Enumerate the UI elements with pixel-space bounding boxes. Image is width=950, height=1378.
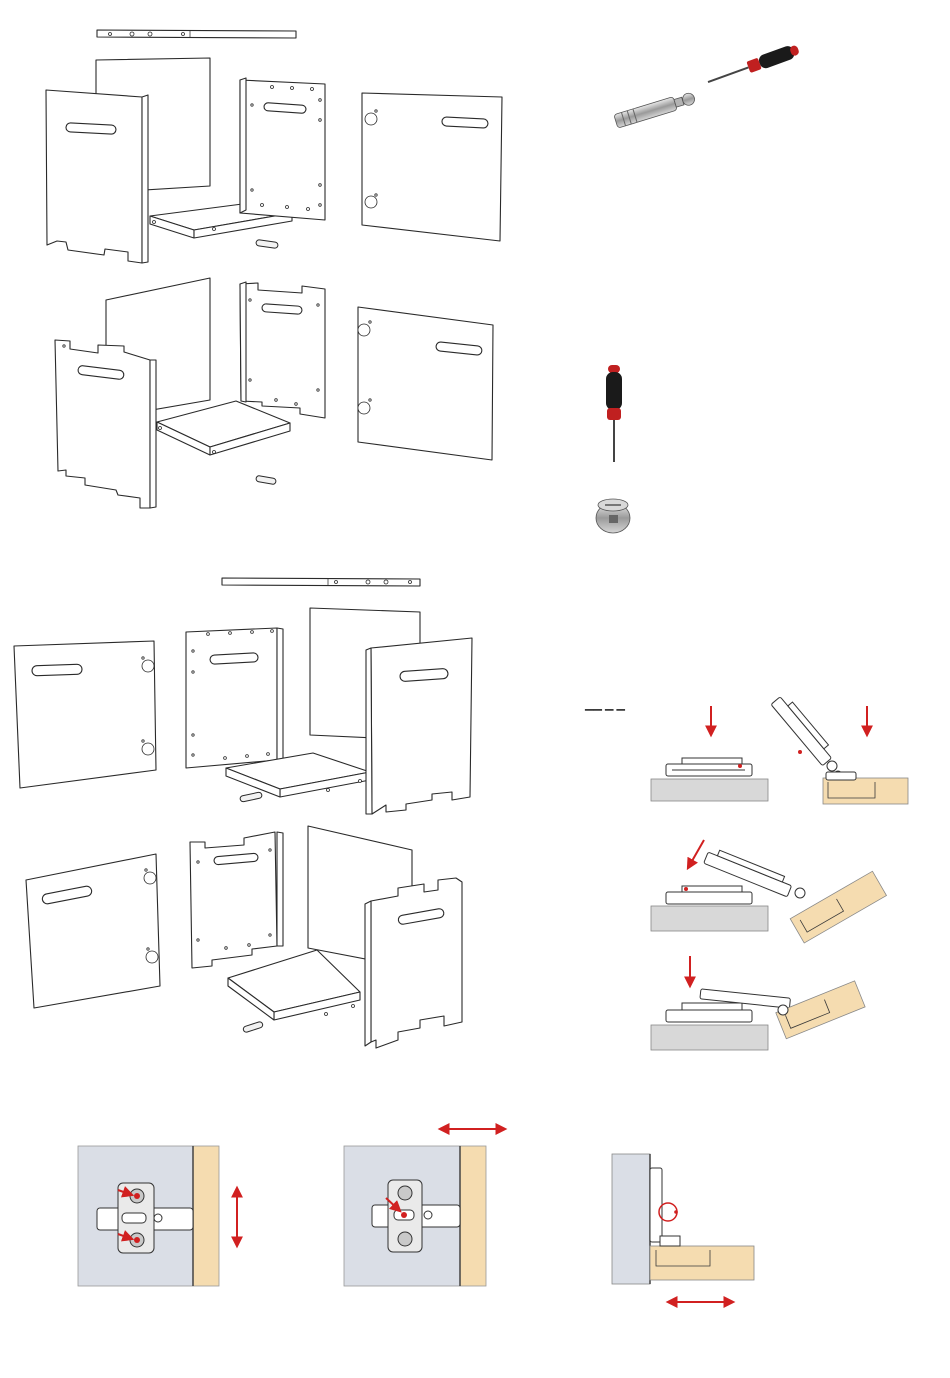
dowel-pin	[256, 475, 277, 484]
top-rail	[97, 30, 296, 38]
hinge-step-3	[651, 956, 865, 1050]
dowel-pin	[243, 1021, 264, 1033]
top-rail	[222, 578, 420, 586]
middle-side-panel	[240, 78, 325, 220]
hinge-adjust-vertical	[78, 1146, 237, 1286]
screwdriver-icon	[706, 43, 801, 89]
middle-side-panel	[186, 628, 283, 768]
hinge-adjust-depth	[612, 1154, 754, 1302]
dowel-pin	[256, 239, 279, 248]
caption-fragment: ▁▁ ▁ ▁	[585, 699, 625, 711]
hinge-step-2	[651, 840, 886, 943]
cam-bolt-icon	[614, 91, 697, 128]
door-panel	[26, 854, 160, 1008]
cabinet-exploded-1	[46, 30, 502, 263]
door-panel	[362, 93, 502, 241]
right-side-panel	[365, 878, 462, 1048]
left-side-panel	[46, 90, 148, 263]
door-panel	[14, 641, 156, 788]
cabinet-exploded-2	[55, 278, 493, 508]
bottom-shelf	[228, 950, 360, 1020]
middle-side-panel	[240, 282, 325, 418]
cam-lock-nut-icon	[596, 499, 630, 533]
door-panel	[358, 307, 493, 460]
right-side-panel	[366, 638, 472, 814]
dowel-pin	[240, 792, 263, 802]
left-side-panel	[55, 340, 156, 508]
cabinet-exploded-3	[14, 578, 472, 814]
screwdriver-icon	[606, 365, 622, 462]
hinge-adjust-horizontal	[344, 1129, 505, 1286]
bottom-shelf	[157, 401, 290, 455]
middle-side-panel	[190, 832, 283, 968]
hinge-step-1	[651, 693, 908, 804]
cabinet-exploded-4	[26, 826, 462, 1048]
